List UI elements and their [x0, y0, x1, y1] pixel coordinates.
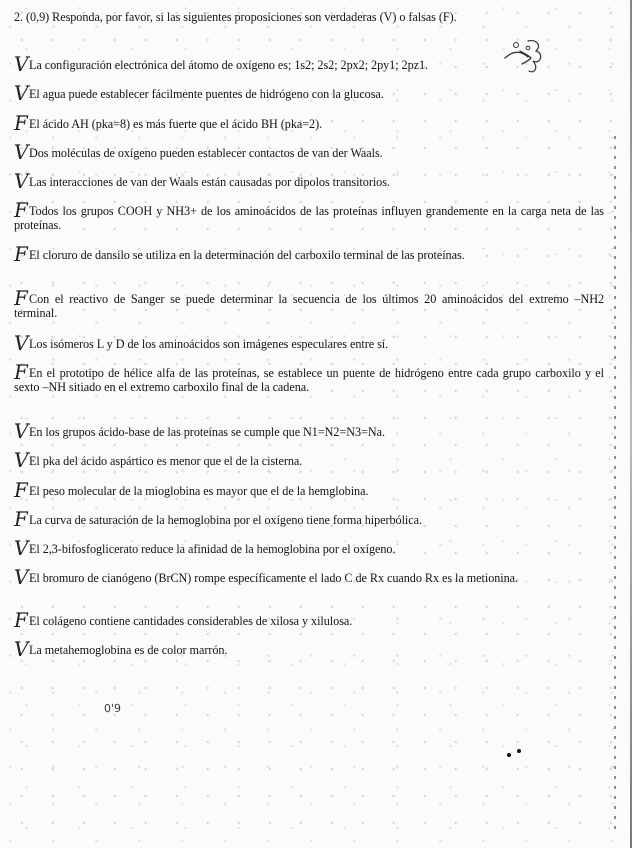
list-item: [11, 419, 604, 443]
true-false-mark: V: [11, 140, 31, 164]
statement-text: La configuración electrónica del átomo de oxígeno es; 1s2; 2s2; 2px2; 2py1; 2pz1.: [29, 58, 429, 72]
list-item: [11, 286, 604, 320]
list-item: [11, 565, 604, 589]
true-false-mark: F: [11, 198, 30, 222]
statement-text: El pka del ácido aspártico es menor que el de la cisterna.: [29, 454, 303, 468]
true-false-mark: V: [11, 565, 31, 589]
list-item: [11, 448, 604, 472]
statement-text: El 2,3-bifosfoglicerato reduce la afinidad de la hemoglobina por el oxígeno.: [29, 542, 396, 556]
true-false-mark: V: [11, 169, 31, 193]
true-false-mark: V: [11, 448, 31, 472]
scan-margin-line: [614, 136, 616, 836]
statement-text: El colágeno contiene cantidades considerables de xilosa y xilulosa.: [29, 614, 353, 628]
true-false-mark: F: [11, 360, 30, 384]
statement-text: El agua puede establecer fácilmente puentes de hidrógeno con la glucosa.: [29, 87, 384, 101]
statement-text: La curva de saturación de la hemoglobina por el oxígeno tiene forma hiperbólica.: [29, 513, 422, 527]
true-false-mark: V: [11, 52, 31, 76]
list-item: [11, 140, 604, 164]
statement-text: El bromuro de cianógeno (BrCN) rompe específicamente el lado C de Rx cuando Rx es la metionina.: [29, 571, 519, 585]
statement-text: El peso molecular de la mioglobina es mayor que el de la hemglobina.: [29, 484, 369, 498]
true-false-mark: F: [11, 286, 30, 310]
handwritten-dots: [505, 745, 529, 765]
true-false-mark: V: [11, 81, 31, 105]
true-false-mark: V: [11, 419, 31, 443]
true-false-mark: V: [11, 637, 31, 661]
true-false-mark: F: [11, 608, 30, 632]
true-false-mark: V: [11, 331, 31, 355]
true-false-mark: F: [11, 507, 30, 531]
true-false-mark: V: [11, 536, 31, 560]
ink-dot: [507, 753, 511, 757]
statement-text: El ácido AH (pka=8) es más fuerte que el ácido BH (pka=2).: [29, 117, 323, 131]
statement-text: En los grupos ácido-base de las proteínas se cumple que N1=N2=N3=Na.: [29, 425, 386, 439]
list-item: [11, 637, 604, 661]
statement-text: En el prototipo de hélice alfa de las proteínas, se establece un puente de hidrógeno entre cada grupo carboxilo y el sexto –NH sitiado en el extremo carboxilo final de la cadena.: [14, 366, 604, 394]
list-item: [11, 331, 604, 355]
statement-text: El cloruro de dansilo se utiliza en la determinación del carboxilo terminal de las proteínas.: [29, 248, 465, 262]
list-item: [11, 507, 604, 531]
true-false-mark: F: [11, 111, 30, 135]
list-item: [11, 81, 604, 105]
list-item: [11, 608, 604, 632]
true-false-mark: F: [11, 478, 30, 502]
list-item: [11, 536, 604, 560]
statement-text: Dos moléculas de oxígeno pueden establecer contactos de van der Waals.: [29, 146, 383, 160]
list-item: [11, 242, 604, 266]
statement-text: Las interacciones de van der Waals están causadas por dipolos transitorios.: [29, 175, 390, 189]
list-item: [11, 52, 604, 76]
list-item: [11, 360, 604, 394]
list-item: [11, 478, 604, 502]
statement-text: La metahemoglobina es de color marrón.: [29, 643, 228, 657]
question-header: 2. (0,9) Responda, por favor, si las siguientes proposiciones son verdaderas (V) o falsas (F).: [14, 10, 457, 24]
statement-text: Todos los grupos COOH y NH3+ de los aminoácidos de las proteínas influyen grandemente en la carga neta de las proteínas.: [14, 204, 604, 232]
handwritten-score: 0'9: [103, 701, 122, 716]
statement-text: Con el reactivo de Sanger se puede determinar la secuencia de los últimos 20 aminoácidos del extremo –NH2 terminal.: [14, 292, 604, 320]
list-item: [11, 169, 604, 193]
true-false-mark: F: [11, 242, 30, 266]
list-item: [11, 198, 604, 232]
ink-dot: [517, 749, 521, 753]
statement-text: Los isómeros L y D de los aminoácidos son imágenes especulares entre sí.: [29, 337, 389, 351]
list-item: [11, 111, 604, 135]
